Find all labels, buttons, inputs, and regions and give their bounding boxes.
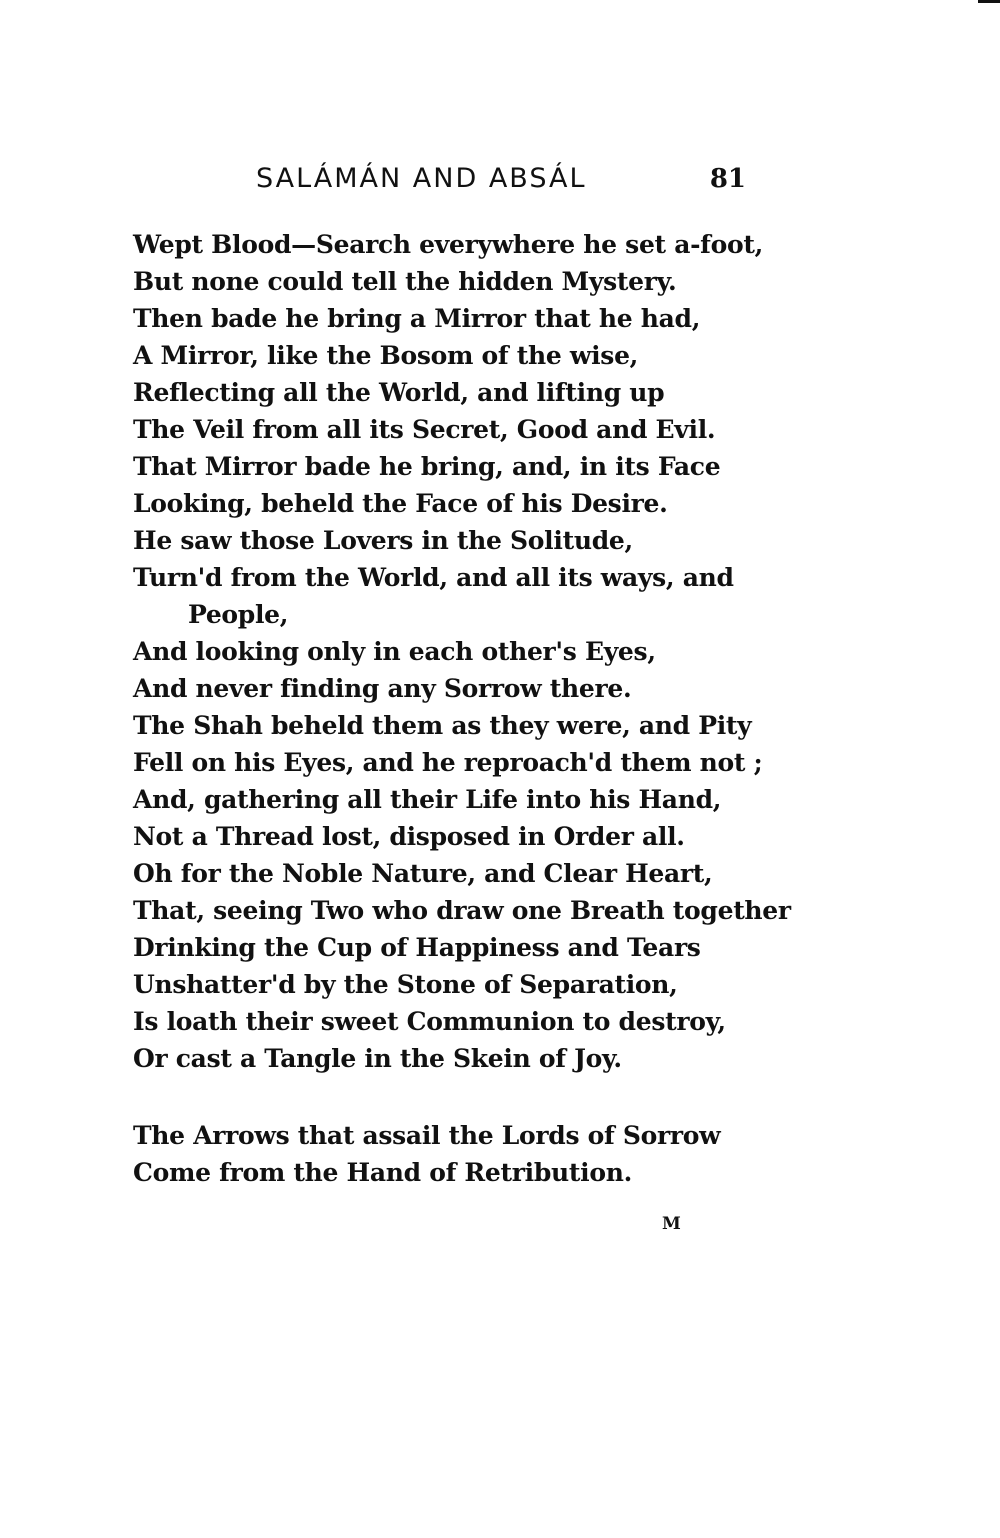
- poem-line: But none could tell the hidden Mystery.: [133, 267, 677, 296]
- poem-line: That, seeing Two who draw one Breath together: [133, 896, 791, 925]
- poem-line: Not a Thread lost, disposed in Order all.: [133, 822, 685, 851]
- poem-line: Oh for the Noble Nature, and Clear Heart,: [133, 859, 713, 888]
- page-number: 81: [709, 164, 746, 194]
- poem-line: That Mirror bade he bring, and, in its Face: [133, 452, 721, 481]
- poem-line: The Arrows that assail the Lords of Sorrow: [133, 1121, 721, 1150]
- poem-line: Fell on his Eyes, and he reproach'd them not ;: [133, 748, 763, 777]
- poem-line: Then bade he bring a Mirror that he had,: [133, 304, 701, 333]
- stanza-break: [133, 1077, 773, 1117]
- poem-line: And looking only in each other's Eyes,: [133, 637, 656, 666]
- poem-line: Or cast a Tangle in the Skein of Joy.: [133, 1044, 622, 1073]
- poem-line: And never finding any Sorrow there.: [133, 674, 632, 703]
- poem-line: And, gathering all their Life into his Hand,: [133, 785, 722, 814]
- poem-line: The Shah beheld them as they were, and Pity: [133, 711, 752, 740]
- poem-line-continuation: People,: [188, 600, 289, 629]
- poem-line: Wept Blood—Search everywhere he set a-foot,: [133, 230, 764, 259]
- poem-line: Looking, beheld the Face of his Desire.: [133, 489, 668, 518]
- poem-line: The Veil from all its Secret, Good and Evil.: [133, 415, 716, 444]
- poem-line: Is loath their sweet Communion to destroy,: [133, 1007, 726, 1036]
- running-title: SALÁMÁN AND ABSÁL: [256, 163, 587, 194]
- poem-line: Turn'd from the World, and all its ways, and: [133, 563, 734, 592]
- poem-line: Reflecting all the World, and lifting up: [133, 378, 665, 407]
- poem-line: A Mirror, like the Bosom of the wise,: [133, 341, 639, 370]
- poem-line: Unshatter'd by the Stone of Separation,: [133, 970, 678, 999]
- poem-line: Come from the Hand of Retribution.: [133, 1158, 632, 1187]
- poem-line: Drinking the Cup of Happiness and Tears: [133, 933, 701, 962]
- printer-signature-mark: M: [662, 1214, 681, 1234]
- poem-text: [133, 226, 791, 1191]
- running-head: [256, 163, 746, 199]
- poem-line: He saw those Lovers in the Solitude,: [133, 526, 633, 555]
